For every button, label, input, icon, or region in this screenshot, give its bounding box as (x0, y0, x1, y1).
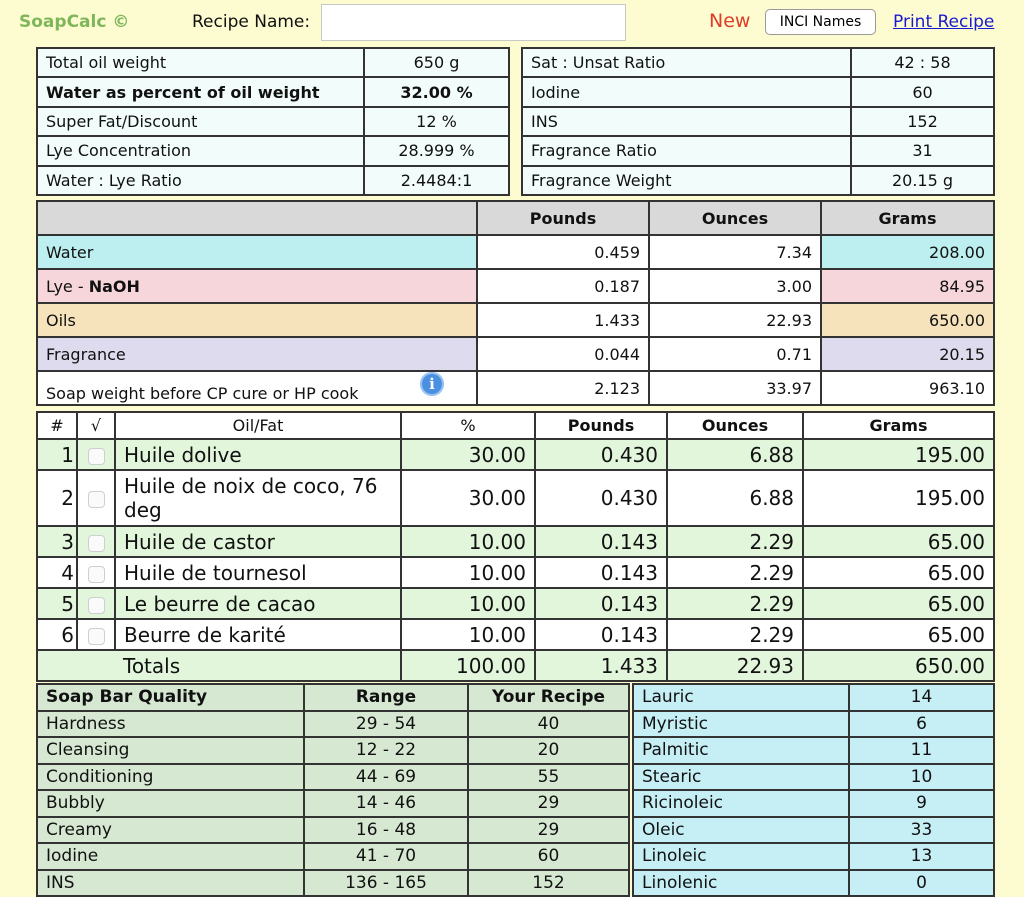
column-header-ounces: Ounces (667, 412, 803, 439)
quality-row (37, 711, 629, 738)
column-header-oil: Oil/Fat (115, 412, 401, 439)
fatty-acid-table (632, 683, 995, 897)
fatty-acid-name: Linolenic (633, 870, 849, 897)
summary-label (37, 371, 477, 405)
oil-checkbox[interactable] (88, 628, 105, 645)
fatty-acid-value: 9 (849, 790, 994, 817)
summary-header-row (37, 201, 994, 235)
totals-label: Totals (115, 650, 401, 681)
oil-checkbox-cell[interactable] (77, 557, 115, 588)
oils-header-row (37, 412, 994, 439)
summary-pounds: 0.459 (477, 235, 649, 269)
oil-ounces: 2.29 (667, 588, 803, 619)
info-value: 60 (851, 77, 994, 106)
oil-number: 2 (37, 470, 77, 526)
oil-pounds: 0.430 (535, 439, 667, 470)
recipe-name-label: Recipe Name: (192, 12, 311, 32)
info-row (522, 166, 994, 195)
recipe-properties-table (521, 47, 995, 196)
oil-checkbox-cell[interactable] (77, 619, 115, 650)
summary-header-blank (37, 201, 477, 235)
oil-percent: 10.00 (401, 526, 535, 557)
fatty-acid-row (633, 684, 994, 711)
oil-number: 5 (37, 588, 77, 619)
info-value: 28.999 % (364, 136, 509, 165)
info-value: 31 (851, 136, 994, 165)
quality-value: 29 (468, 817, 629, 844)
lye-type: NaOH (88, 276, 140, 296)
quality-value: 29 (468, 790, 629, 817)
oil-checkbox-cell[interactable] (77, 439, 115, 470)
oil-number: 3 (37, 526, 77, 557)
totals-ounces: 22.93 (667, 650, 803, 681)
oil-percent: 10.00 (401, 588, 535, 619)
oil-pounds: 0.143 (535, 619, 667, 650)
oil-ounces: 6.88 (667, 439, 803, 470)
quality-row (37, 870, 629, 897)
oil-name: Huile de tournesol (115, 557, 401, 588)
oils-totals-row (37, 650, 994, 681)
oil-pounds: 0.143 (535, 588, 667, 619)
info-row (522, 107, 994, 136)
info-label: Sat : Unsat Ratio (522, 48, 851, 77)
fatty-acid-value: 33 (849, 817, 994, 844)
oil-ounces: 2.29 (667, 619, 803, 650)
oil-ounces: 2.29 (667, 526, 803, 557)
fatty-acid-value: 13 (849, 843, 994, 870)
quality-name: Cleansing (37, 737, 304, 764)
info-row (37, 48, 509, 77)
oil-ounces: 2.29 (667, 557, 803, 588)
quality-name: INS (37, 870, 304, 897)
oil-row (37, 557, 994, 588)
oil-percent: 10.00 (401, 557, 535, 588)
fatty-acid-row (633, 711, 994, 738)
oil-name: Huile de castor (115, 526, 401, 557)
oil-checkbox[interactable] (88, 491, 105, 508)
quality-row (37, 817, 629, 844)
summary-row-lye (37, 269, 994, 303)
recipe-name-input[interactable] (321, 4, 626, 41)
column-header-quality: Soap Bar Quality (37, 684, 304, 711)
info-label: Total oil weight (37, 48, 364, 77)
info-label: Water as percent of oil weight (37, 77, 364, 106)
oil-grams: 195.00 (803, 439, 994, 470)
new-label: New (709, 10, 751, 32)
oil-pounds: 0.143 (535, 526, 667, 557)
fatty-acid-name: Ricinoleic (633, 790, 849, 817)
totals-pounds: 1.433 (535, 650, 667, 681)
quality-row (37, 843, 629, 870)
summary-row-oils (37, 303, 994, 337)
fatty-acid-name: Stearic (633, 764, 849, 791)
fatty-acid-value: 0 (849, 870, 994, 897)
quality-value: 152 (468, 870, 629, 897)
info-value: 42 : 58 (851, 48, 994, 77)
fatty-acid-row (633, 737, 994, 764)
oil-name: Huile dolive (115, 439, 401, 470)
summary-grams: 84.95 (821, 269, 994, 303)
info-row (37, 107, 509, 136)
info-row (522, 48, 994, 77)
oil-number: 4 (37, 557, 77, 588)
info-label: Lye Concentration (37, 136, 364, 165)
quality-value: 20 (468, 737, 629, 764)
quality-header-row (37, 684, 629, 711)
fatty-acid-row (633, 817, 994, 844)
fatty-acid-value: 14 (849, 684, 994, 711)
oil-name: Beurre de karité (115, 619, 401, 650)
info-label: Fragrance Weight (522, 166, 851, 195)
summary-row-soap-weight (37, 371, 994, 405)
oil-row (37, 588, 994, 619)
oil-percent: 30.00 (401, 439, 535, 470)
summary-grams: 208.00 (821, 235, 994, 269)
soap-weight-label: Soap weight before CP cure or HP cook (46, 384, 359, 403)
summary-ounces: 0.71 (649, 337, 821, 371)
summary-row-water (37, 235, 994, 269)
quality-range: 41 - 70 (304, 843, 468, 870)
oil-row (37, 526, 994, 557)
quality-name: Conditioning (37, 764, 304, 791)
column-header-pounds: Pounds (477, 201, 649, 235)
summary-ounces: 33.97 (649, 371, 821, 405)
oil-grams: 195.00 (803, 470, 994, 526)
quality-row (37, 764, 629, 791)
lye-label-prefix: Lye - (46, 276, 89, 296)
oil-checkbox[interactable] (88, 535, 105, 552)
oil-name: Le beurre de cacao (115, 588, 401, 619)
info-value: 2.4484:1 (364, 166, 509, 195)
fatty-acid-value: 11 (849, 737, 994, 764)
info-row (37, 166, 509, 195)
summary-grams: 20.15 (821, 337, 994, 371)
summary-label: Oils (37, 303, 477, 337)
quality-name: Creamy (37, 817, 304, 844)
summary-row-fragrance (37, 337, 994, 371)
info-value: 650 g (364, 48, 509, 77)
fatty-acid-value: 6 (849, 711, 994, 738)
info-row (522, 77, 994, 106)
info-value: 20.15 g (851, 166, 994, 195)
summary-grams: 650.00 (821, 303, 994, 337)
totals-grams: 650.00 (803, 650, 994, 681)
summary-pounds: 0.044 (477, 337, 649, 371)
oil-pounds: 0.143 (535, 557, 667, 588)
oil-grams: 65.00 (803, 526, 994, 557)
summary-label: Fragrance (37, 337, 477, 371)
column-header-your-recipe: Your Recipe (468, 684, 629, 711)
oil-checkbox-cell[interactable] (77, 588, 115, 619)
oil-number: 1 (37, 439, 77, 470)
fatty-acid-row (633, 870, 994, 897)
quality-range: 136 - 165 (304, 870, 468, 897)
quality-range: 12 - 22 (304, 737, 468, 764)
app-logo: SoapCalc © (19, 12, 130, 32)
oil-row (37, 439, 994, 470)
info-value: 152 (851, 107, 994, 136)
quality-value: 55 (468, 764, 629, 791)
oil-pounds: 0.430 (535, 470, 667, 526)
oil-grams: 65.00 (803, 588, 994, 619)
print-recipe-link[interactable]: Print Recipe (893, 12, 995, 32)
oil-checkbox[interactable] (88, 566, 105, 583)
column-header-grams: Grams (803, 412, 994, 439)
fatty-acid-name: Linoleic (633, 843, 849, 870)
quality-range: 29 - 54 (304, 711, 468, 738)
quality-name: Iodine (37, 843, 304, 870)
oil-checkbox-cell[interactable] (77, 526, 115, 557)
summary-grams: 963.10 (821, 371, 994, 405)
info-value: 32.00 % (364, 77, 509, 106)
column-header-number: # (37, 412, 77, 439)
summary-pounds: 1.433 (477, 303, 649, 337)
oil-percent: 30.00 (401, 470, 535, 526)
recipe-info-table (36, 47, 510, 196)
summary-ounces: 3.00 (649, 269, 821, 303)
quality-range: 44 - 69 (304, 764, 468, 791)
info-label: Water : Lye Ratio (37, 166, 364, 195)
soap-quality-table (36, 683, 630, 897)
oil-number: 6 (37, 619, 77, 650)
oil-checkbox-cell[interactable] (77, 470, 115, 526)
oil-row (37, 619, 994, 650)
quality-row (37, 790, 629, 817)
fatty-acid-row (633, 790, 994, 817)
oil-checkbox[interactable] (88, 597, 105, 614)
info-value: 12 % (364, 107, 509, 136)
column-header-pounds: Pounds (535, 412, 667, 439)
column-header-ounces: Ounces (649, 201, 821, 235)
oils-table (36, 411, 995, 682)
column-header-percent: % (401, 412, 535, 439)
oil-grams: 65.00 (803, 557, 994, 588)
fatty-acid-row (633, 843, 994, 870)
quality-row (37, 737, 629, 764)
oil-checkbox[interactable] (88, 448, 105, 465)
summary-label (37, 269, 477, 303)
fatty-acid-value: 10 (849, 764, 994, 791)
info-row (522, 136, 994, 165)
oil-percent: 10.00 (401, 619, 535, 650)
info-row (37, 77, 509, 106)
quality-value: 40 (468, 711, 629, 738)
oil-ounces: 6.88 (667, 470, 803, 526)
summary-pounds: 2.123 (477, 371, 649, 405)
oil-grams: 65.00 (803, 619, 994, 650)
summary-pounds: 0.187 (477, 269, 649, 303)
info-label: INS (522, 107, 851, 136)
quality-range: 14 - 46 (304, 790, 468, 817)
info-icon[interactable]: i (420, 372, 444, 396)
column-header-grams: Grams (821, 201, 994, 235)
info-label: Fragrance Ratio (522, 136, 851, 165)
column-header-range: Range (304, 684, 468, 711)
totals-percent: 100.00 (401, 650, 535, 681)
column-header-check: √ (77, 412, 115, 439)
fatty-acid-name: Lauric (633, 684, 849, 711)
totals-spacer (37, 650, 115, 681)
fatty-acid-row (633, 764, 994, 791)
oil-name: Huile de noix de coco, 76 deg (115, 470, 401, 526)
fatty-acid-name: Myristic (633, 711, 849, 738)
quality-value: 60 (468, 843, 629, 870)
inci-names-button[interactable]: INCI Names (765, 9, 876, 35)
summary-ounces: 7.34 (649, 235, 821, 269)
fatty-acid-name: Oleic (633, 817, 849, 844)
oil-row (37, 470, 994, 526)
fatty-acid-name: Palmitic (633, 737, 849, 764)
info-label: Iodine (522, 77, 851, 106)
info-row (37, 136, 509, 165)
quality-name: Bubbly (37, 790, 304, 817)
summary-ounces: 22.93 (649, 303, 821, 337)
quality-range: 16 - 48 (304, 817, 468, 844)
quality-name: Hardness (37, 711, 304, 738)
info-label: Super Fat/Discount (37, 107, 364, 136)
batch-summary-table (36, 200, 995, 406)
summary-label: Water (37, 235, 477, 269)
